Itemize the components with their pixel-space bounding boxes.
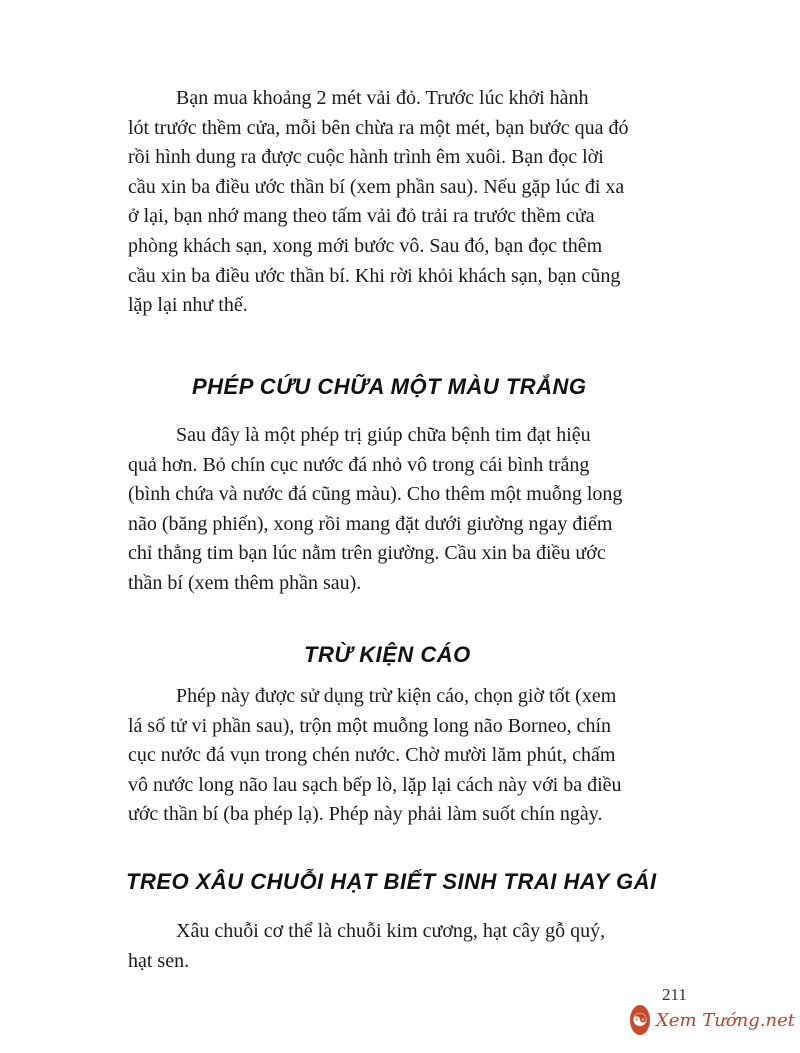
paragraph-lawsuit: [128, 682, 684, 830]
text-line: Xâu chuỗi cơ thể là chuỗi kim cương, hạt cây gỗ quý,: [176, 920, 606, 942]
text-line: lót trước thềm cửa, mỗi bên chừa ra một mét, bạn bước qua đó: [128, 116, 629, 139]
text-line: cục nước đá vụn trong chén nước. Chờ mười lăm phút, chấm: [128, 744, 616, 767]
heading-white-healing: PHÉP CỨU CHỮA MỘT MÀU TRẮNG: [192, 374, 587, 399]
text-line: (bình chứa và nước đá cũng màu). Cho thêm một muỗng long: [128, 483, 623, 506]
text-line: cầu xin ba điều ước thần bí. Khi rời khỏi khách sạn, bạn cũng: [128, 264, 621, 287]
text-line: lặp lại như thế.: [128, 294, 248, 317]
text-line: rồi hình dung ra được cuộc hành trình êm xuôi. Bạn đọc lời: [128, 146, 604, 169]
text-line: vô nước long não lau sạch bếp lò, lặp lại cách này với ba điều: [128, 773, 622, 796]
yin-yang-icon: ☯: [630, 1005, 650, 1035]
watermark[interactable]: [630, 1000, 795, 1040]
paragraph-bead-string: [128, 917, 684, 976]
text-line: quả hơn. Bỏ chín cục nước đá nhỏ vô trong cái bình trắng: [128, 453, 590, 476]
text-line: ước thần bí (ba phép lạ). Phép này phải làm suốt chín ngày.: [128, 803, 603, 826]
text-line: Bạn mua khoảng 2 mét vải đỏ. Trước lúc khởi hành: [176, 87, 589, 109]
heading-lawsuit: TRỪ KIỆN CÁO: [304, 642, 471, 667]
text-line: Sau đây là một phép trị giúp chữa bệnh tim đạt hiệu: [176, 424, 591, 446]
text-line: Phép này được sử dụng trừ kiện cáo, chọn giờ tốt (xem: [176, 685, 617, 707]
text-line: não (băng phiến), xong rồi mang đặt dưới giường ngay điểm: [128, 512, 613, 535]
text-line: hạt sen.: [128, 949, 190, 972]
text-line: thần bí (xem thêm phần sau).: [128, 571, 362, 594]
text-line: lá số tử vi phần sau), trộn một muỗng long não Borneo, chín: [128, 714, 611, 737]
watermark-text: Xem Tướng.net: [655, 1009, 795, 1031]
text-line: ở lại, bạn nhớ mang theo tấm vải đỏ trải ra trước thềm cửa: [128, 205, 595, 228]
text-line: phòng khách sạn, xong mới bước vô. Sau đó, bạn đọc thêm: [128, 234, 603, 257]
text-line: cầu xin ba điều ước thần bí (xem phần sau). Nếu gặp lúc đi xa: [128, 175, 625, 198]
paragraph-travel-red-cloth: [128, 84, 684, 321]
text-line: chỉ thẳng tim bạn lúc nằm trên giường. Cầu xin ba điều ước: [128, 542, 606, 565]
page-number: 211: [662, 985, 687, 1004]
heading-bead-string: TREO XÂU CHUỖI HẠT BIẾT SINH TRAI HAY GÁI: [126, 869, 657, 894]
paragraph-white-healing: [128, 421, 684, 599]
